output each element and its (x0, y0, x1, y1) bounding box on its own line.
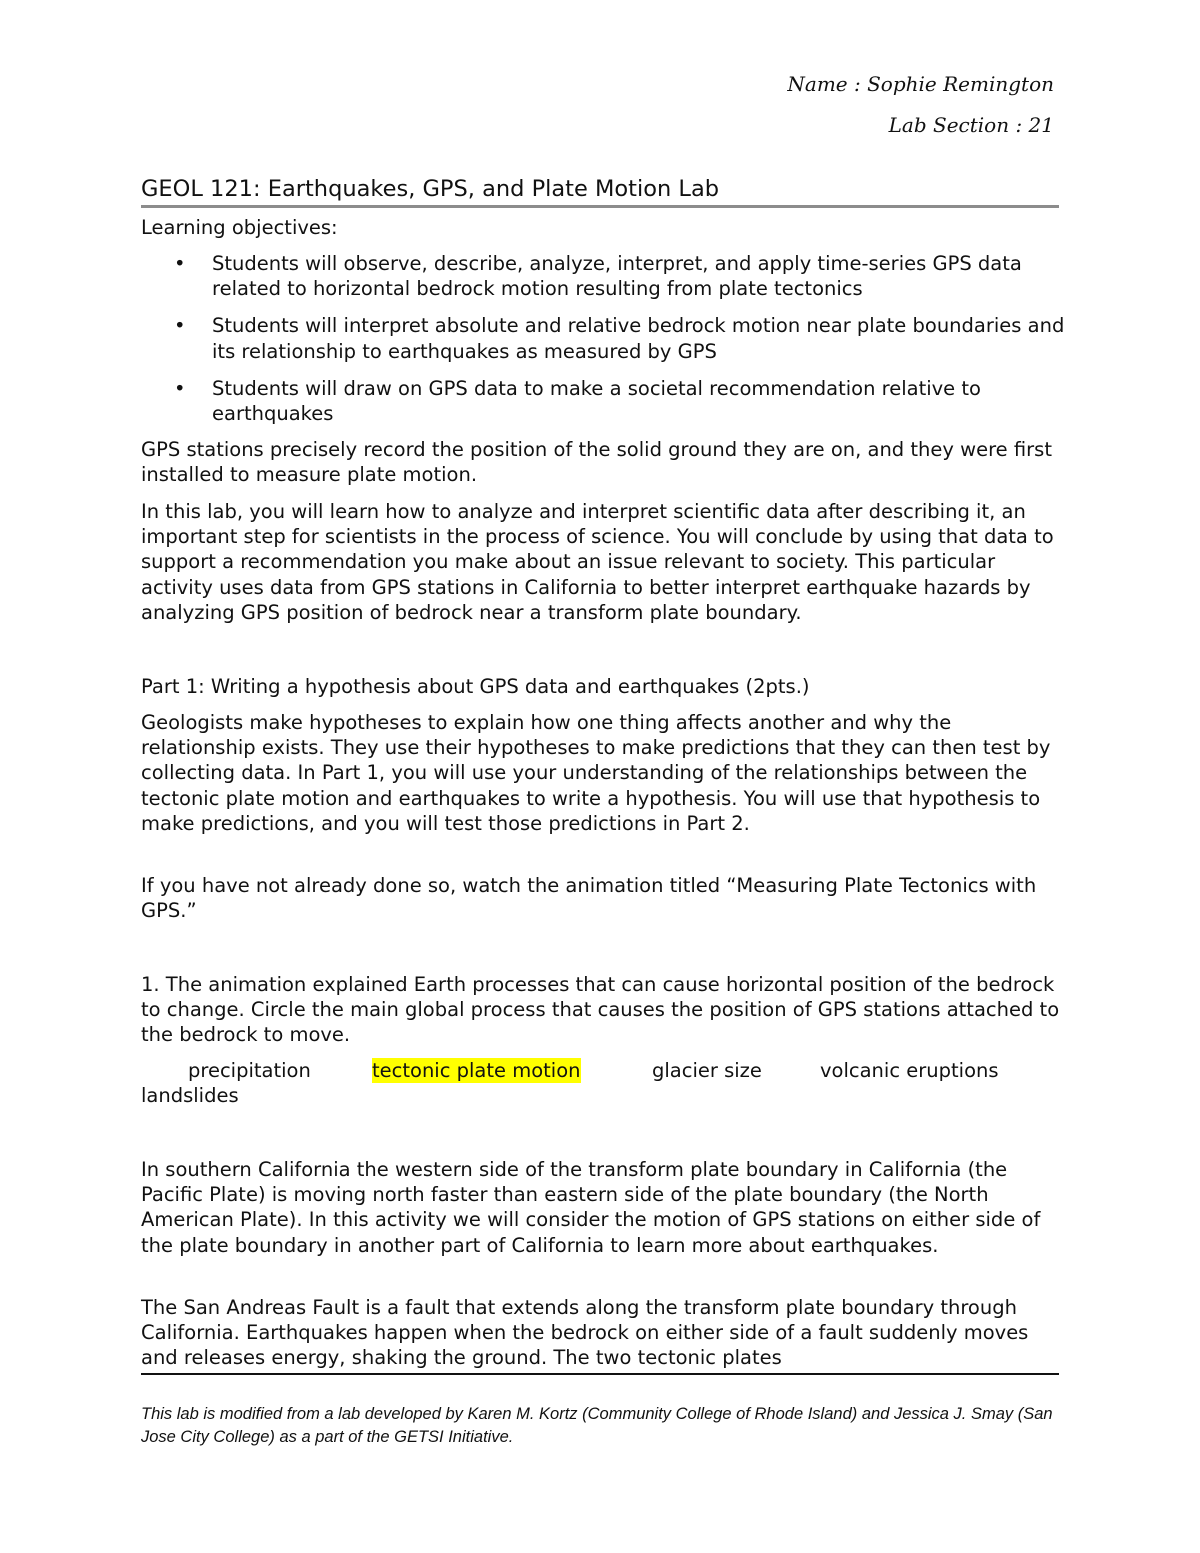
san-andreas-text: The San Andreas Fault is a fault that extends along the transform plate boundary through California. Earthquakes happen when the bedrock on either side of a fault suddenly moves and releases energy, shaking the ground. The two tectonic plates (141, 1296, 1029, 1370)
choice-precipitation[interactable]: precipitation (188, 1059, 311, 1082)
choice-landslides[interactable]: landslides (141, 1084, 239, 1107)
title-underline (141, 205, 1059, 208)
objectives-list (141, 251, 1066, 438)
bullet-icon: • (174, 376, 186, 400)
san-andreas-paragraph (141, 1295, 1066, 1371)
choice-glacier-size[interactable]: glacier size (652, 1059, 762, 1082)
document-title: GEOL 121: Earthquakes, GPS, and Plate Motion Lab (141, 176, 720, 202)
objective-text: Students will draw on GPS data to make a societal recommendation relative to earthquakes (212, 376, 981, 426)
lab-section: Lab Section : 21 (888, 113, 1054, 137)
lab-intro-paragraph (141, 499, 1066, 625)
hypothesis-paragraph (141, 710, 1066, 836)
question-1 (141, 972, 1066, 1048)
objective-text: Students will observe, describe, analyze, interpret, and apply time-series GPS data related to horizontal bedrock motion resulting from plate tectonics (212, 252, 1022, 301)
student-name: Name : Sophie Remington (787, 72, 1054, 96)
objective-item (141, 376, 1066, 426)
lab-intro-text: In this lab, you will learn how to analyze and interpret scientific data after describing it, an important step for scientists in the process of science. You will conclude by using that data to support a recommendation you make about an issue relevant to society. This particular activity uses data from GPS stations in California to better interpret earthquake hazards by analyzing GPS position of bedrock near a transform plate boundary. (141, 500, 1054, 624)
gps-intro-text: GPS stations precisely record the position of the solid ground they are on, and they were first installed to measure plate motion. (141, 438, 1052, 487)
hypothesis-text: Geologists make hypotheses to explain how one thing affects another and why the relationship exists. They use their hypotheses to make predictions that they can then test by collecting data. In Part 1, you will use your understanding of the relationships between the tectonic plate motion and earthquakes to write a hypothesis. You will use that hypothesis to make predictions, and you will test those predictions in Part 2. (141, 711, 1051, 835)
objective-item (141, 251, 1066, 301)
choice-volcanic-eruptions[interactable]: volcanic eruptions (820, 1059, 999, 1082)
objectives-heading: Learning objectives: (141, 216, 338, 239)
california-paragraph (141, 1157, 1066, 1258)
choice-tectonic-plate-motion[interactable]: tectonic plate motion (372, 1059, 581, 1082)
california-text: In southern California the western side of the transform plate boundary in California (the Pacific Plate) is moving north faster than eastern side of the plate boundary (the North American Plate). In this activity we will consider the motion of GPS stations on either side of the plate boundary in another part of California to learn more about earthquakes. (141, 1158, 1041, 1257)
question-1-text: 1. The animation explained Earth processes that can cause horizontal position of the bedrock to change. Circle the main global process that causes the position of GPS stations attached to the bedrock to move. (141, 973, 1060, 1047)
animation-text: If you have not already done so, watch the animation titled “Measuring Plate Tectonics with GPS.” (141, 874, 1037, 923)
part1-heading: Part 1: Writing a hypothesis about GPS data and earthquakes (2pts.) (141, 675, 810, 698)
gps-intro-paragraph (141, 437, 1066, 487)
animation-paragraph (141, 873, 1066, 923)
footnote-divider (141, 1373, 1059, 1375)
footnote: This lab is modified from a lab developed by Karen M. Kortz (Community College of Rhode Island) and Jessica J. Smay (San Jose City College) as a part of the GETSI Initiative. (141, 1405, 1053, 1446)
objective-item (141, 313, 1066, 363)
bullet-icon: • (174, 314, 186, 338)
bullet-icon: • (174, 252, 186, 275)
objective-text: Students will interpret absolute and relative bedrock motion near plate boundaries and its relationship to earthquakes as measured by GPS (212, 314, 1065, 363)
